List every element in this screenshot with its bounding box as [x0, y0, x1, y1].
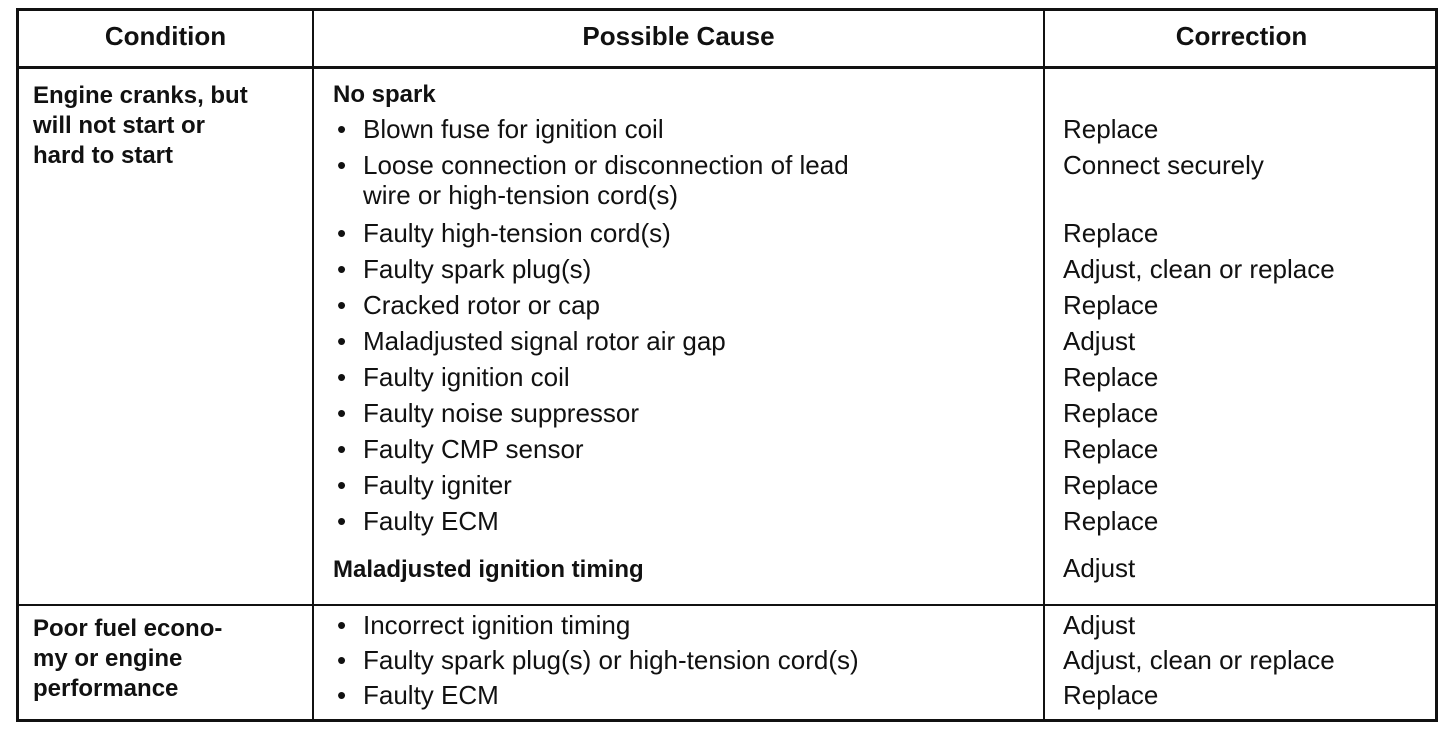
correction-item: Adjust: [1063, 610, 1136, 640]
troubleshooting-table: [16, 8, 1438, 722]
condition-line: Engine cranks, but: [33, 82, 248, 109]
cause-item: • Faulty noise suppressor: [333, 397, 639, 429]
condition-line: hard to start: [33, 142, 174, 169]
cause-item: • Faulty ECM: [333, 505, 499, 537]
cause-item: • Faulty ignition coil: [333, 361, 570, 393]
cause-item: • Faulty high-tension cord(s): [333, 217, 671, 249]
correction-item: Replace: [1063, 114, 1159, 144]
correction-item: Replace: [1063, 398, 1159, 428]
header-correction: Correction: [1175, 21, 1308, 51]
condition-line: will not start or: [33, 112, 206, 139]
correction-item: Replace: [1063, 434, 1159, 464]
cause-subheading: Maladjusted ignition timing: [333, 556, 644, 583]
cause-item: • Maladjusted signal rotor air gap: [333, 325, 726, 357]
cause-item: • Faulty spark plug(s): [333, 253, 591, 285]
condition-line: Poor fuel econo-: [33, 615, 223, 642]
condition-cell: [33, 614, 308, 704]
correction-item: Adjust: [1063, 553, 1136, 583]
correction-item: Adjust, clean or replace: [1063, 645, 1335, 675]
condition-line: my or engine: [33, 645, 183, 672]
column-divider-correction: [1043, 11, 1045, 719]
cause-item: • Faulty spark plug(s) or high-tension cord(s): [333, 644, 859, 676]
cause-item: • Faulty ECM: [333, 679, 499, 711]
correction-item: Adjust: [1063, 326, 1136, 356]
correction-item: Replace: [1063, 218, 1159, 248]
header-divider: [19, 66, 1435, 69]
cause-item: • Incorrect ignition timing: [333, 609, 630, 641]
header-condition: Condition: [104, 21, 227, 51]
cause-subheading: No spark: [333, 81, 436, 108]
correction-item: Replace: [1063, 362, 1159, 392]
correction-item: Adjust, clean or replace: [1063, 254, 1335, 284]
condition-line: performance: [33, 675, 179, 702]
correction-item: Replace: [1063, 680, 1159, 710]
correction-item: Connect securely: [1063, 150, 1264, 180]
cause-item: • Faulty CMP sensor: [333, 433, 584, 465]
cause-item-continued: wire or high-tension cord(s): [363, 180, 679, 210]
cause-item: • Faulty igniter: [333, 469, 512, 501]
correction-item: Replace: [1063, 506, 1159, 536]
correction-item: Replace: [1063, 470, 1159, 500]
row-divider: [19, 604, 1435, 606]
column-divider-condition: [312, 11, 314, 719]
correction-item: Replace: [1063, 290, 1159, 320]
cause-item: • Cracked rotor or cap: [333, 289, 600, 321]
cause-item: • Blown fuse for ignition coil: [333, 113, 664, 145]
cause-item: • Loose connection or disconnection of lead: [333, 149, 849, 181]
header-possible-cause: Possible Cause: [582, 21, 775, 51]
condition-cell: [33, 81, 308, 171]
